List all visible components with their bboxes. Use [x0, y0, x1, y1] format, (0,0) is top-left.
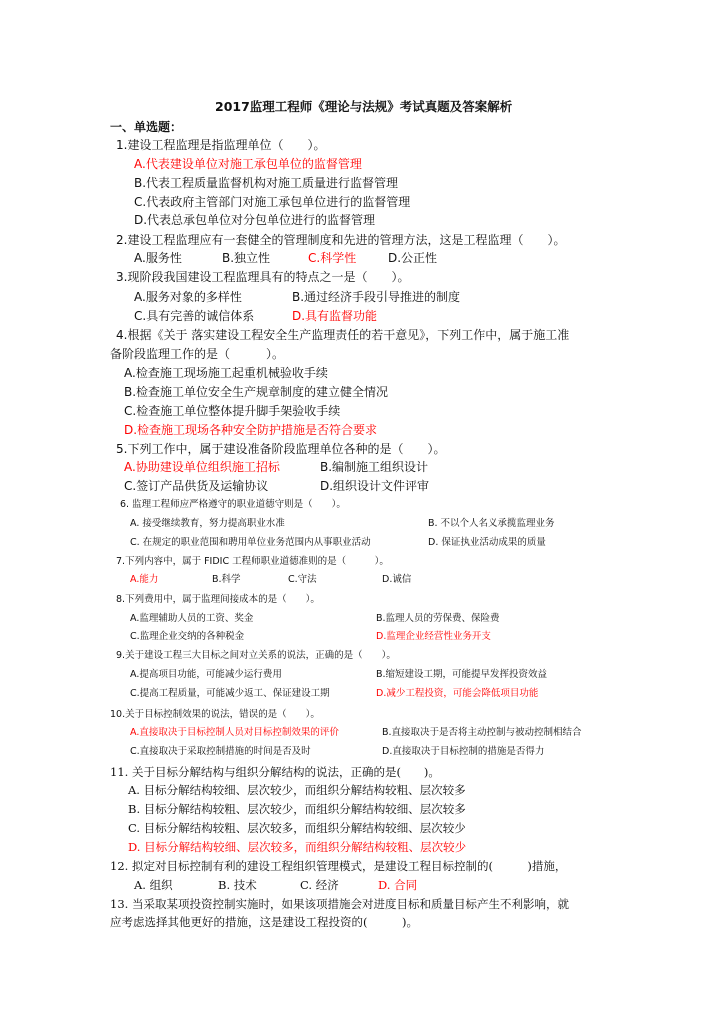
question-5-stem: 5.下列工作中，属于建设准备阶段监理单位各种的是（ ）。: [116, 442, 446, 456]
question-10-option-c: C.直接取决于采取控制措施的时间是否及时: [130, 746, 311, 757]
section-heading: 一、单选题：: [110, 120, 183, 134]
question-2-option-b: B.独立性: [222, 251, 271, 265]
question-12-option-b: B. 技术: [218, 878, 257, 892]
question-11-option-c: C. 目标分解结构较粗、层次较多，而组织分解结构较细、层次较少: [128, 821, 466, 835]
question-3-option-c: C.具有完善的诚信体系: [134, 309, 255, 323]
question-1-stem: 1.建设工程监理是指监理单位（ ）。: [116, 138, 326, 152]
question-8-option-c: C.监理企业交纳的各种税金: [130, 631, 245, 642]
question-1-option-a-answer: A.代表建设单位对施工承包单位的监督管理: [134, 157, 362, 171]
question-1-option-b: B.代表工程质量监督机构对施工质量进行监督管理: [134, 176, 399, 190]
question-4-stem: 4.根据《关于 落实建设工程安全生产监理责任的若干意见》，下列工作中，属于施工准: [116, 328, 570, 342]
question-4-stem: 备阶段监理工作的是（ ）。: [110, 347, 285, 361]
question-9-option-d-answer: D.减少工程投资，可能会降低项目功能: [376, 688, 539, 699]
question-8-stem: 8.下列费用中，属于监理间接成本的是（ ）。: [116, 594, 320, 605]
question-1-option-c: C.代表政府主管部门对施工承包单位进行的监督管理: [134, 195, 411, 209]
question-7-option-b: B.科学: [212, 574, 241, 585]
question-2-option-a: A.服务性: [134, 251, 182, 265]
question-6-stem: 6. 监理工程师应严格遵守的职业道德守则是（ ）。: [120, 499, 346, 510]
question-10-option-d: D.直接取决于目标控制的措施是否得力: [382, 746, 545, 757]
question-1-option-d: D.代表总承包单位对分包单位进行的监督管理: [134, 213, 376, 227]
question-11-stem: 11. 关于目标分解结构与组织分解结构的说法，正确的是( )。: [110, 765, 440, 779]
question-6-option-a: A. 接受继续教育，努力提高职业水准: [130, 518, 285, 529]
question-9-stem: 9.关于建设工程三大目标之间对立关系的说法，正确的是（ ）。: [116, 650, 396, 661]
question-3-option-d-answer: D.具有监督功能: [292, 309, 378, 323]
question-3-option-a: A.服务对象的多样性: [134, 290, 242, 304]
question-10-stem: 10.关于目标控制效果的说法，错误的是（ ）。: [110, 709, 320, 720]
question-10-option-b: B.直接取决于是否将主动控制与被动控制相结合: [382, 727, 582, 738]
question-6-option-b: B. 不以个人名义承揽监理业务: [428, 518, 555, 529]
question-6-option-c: C. 在规定的职业范围和聘用单位业务范围内从事职业活动: [130, 537, 371, 548]
question-9-option-c: C.提高工程质量，可能减少返工、保证建设工期: [130, 688, 330, 699]
question-4-option-d-answer: D.检查施工现场各种安全防护措施是否符合要求: [124, 423, 378, 437]
question-11-option-d-answer: D. 目标分解结构较细、层次较多，而组织分解结构较粗、层次较少: [128, 840, 467, 854]
question-12-option-c: C. 经济: [300, 878, 339, 892]
question-9-option-a: A.提高项目功能，可能减少运行费用: [130, 669, 282, 680]
question-5-option-d: D.组织设计文件评审: [320, 479, 430, 493]
question-13-stem: 应考虑选择其他更好的措施，这是建设工程投资的( )。: [110, 915, 418, 929]
question-4-option-a: A.检查施工现场施工起重机械验收手续: [124, 366, 328, 380]
question-4-option-b: B.检查施工单位安全生产规章制度的建立健全情况: [124, 385, 389, 399]
question-12-stem: 12. 拟定对目标控制有利的建设工程组织管理模式，是建设工程目标控制的( )措施，: [110, 859, 567, 873]
question-3-stem: 3.现阶段我国建设工程监理具有的特点之一是（ ）。: [116, 270, 410, 284]
document-title: 2017监理工程师《理论与法规》考试真题及答案解析: [215, 99, 513, 114]
question-7-option-d: D.诚信: [382, 574, 412, 585]
question-4-option-c: C.检查施工单位整体提升脚手架验收手续: [124, 404, 341, 418]
question-13-stem: 13. 当采取某项投资控制实施时，如果该项措施会对进度目标和质量目标产生不利影响，就: [110, 897, 569, 911]
question-2-stem: 2.建设工程监理应有一套健全的管理制度和先进的管理方法，这是工程监理（ ）。: [116, 233, 566, 247]
question-8-option-d-answer: D.监理企业经营性业务开支: [376, 631, 491, 642]
question-9-option-b: B.缩短建设工期，可能提早发挥投资效益: [376, 669, 548, 680]
question-3-option-b: B.通过经济手段引导推进的制度: [292, 290, 461, 304]
question-5-option-c: C.签订产品供货及运输协议: [124, 479, 269, 493]
question-7-option-c: C.守法: [288, 574, 317, 585]
question-7-option-a-answer: A.能力: [130, 574, 159, 585]
question-12-option-d-answer: D. 合同: [378, 878, 418, 892]
question-5-option-a-answer: A.协助建设单位组织施工招标: [124, 460, 280, 474]
question-7-stem: 7.下列内容中，属于 FIDIC 工程师职业道德准则的是（ ）。: [116, 556, 389, 567]
question-12-option-a: A. 组织: [134, 878, 173, 892]
question-5-option-b: B.编制施工组织设计: [320, 460, 429, 474]
question-6-option-d: D. 保证执业活动成果的质量: [428, 537, 546, 548]
question-11-option-b: B. 目标分解结构较粗、层次较少，而组织分解结构较细、层次较多: [128, 802, 466, 816]
question-2-option-d: D.公正性: [388, 251, 438, 265]
question-11-option-a: A. 目标分解结构较细、层次较少，而组织分解结构较粗、层次较多: [128, 783, 466, 797]
question-2-option-c-answer: C.科学性: [308, 251, 357, 265]
question-8-option-b: B.监理人员的劳保费、保险费: [376, 613, 500, 624]
question-8-option-a: A.监理辅助人员的工资、奖金: [130, 613, 254, 624]
question-10-option-a-answer: A.直接取决于目标控制人员对目标控制效果的评价: [130, 727, 339, 738]
